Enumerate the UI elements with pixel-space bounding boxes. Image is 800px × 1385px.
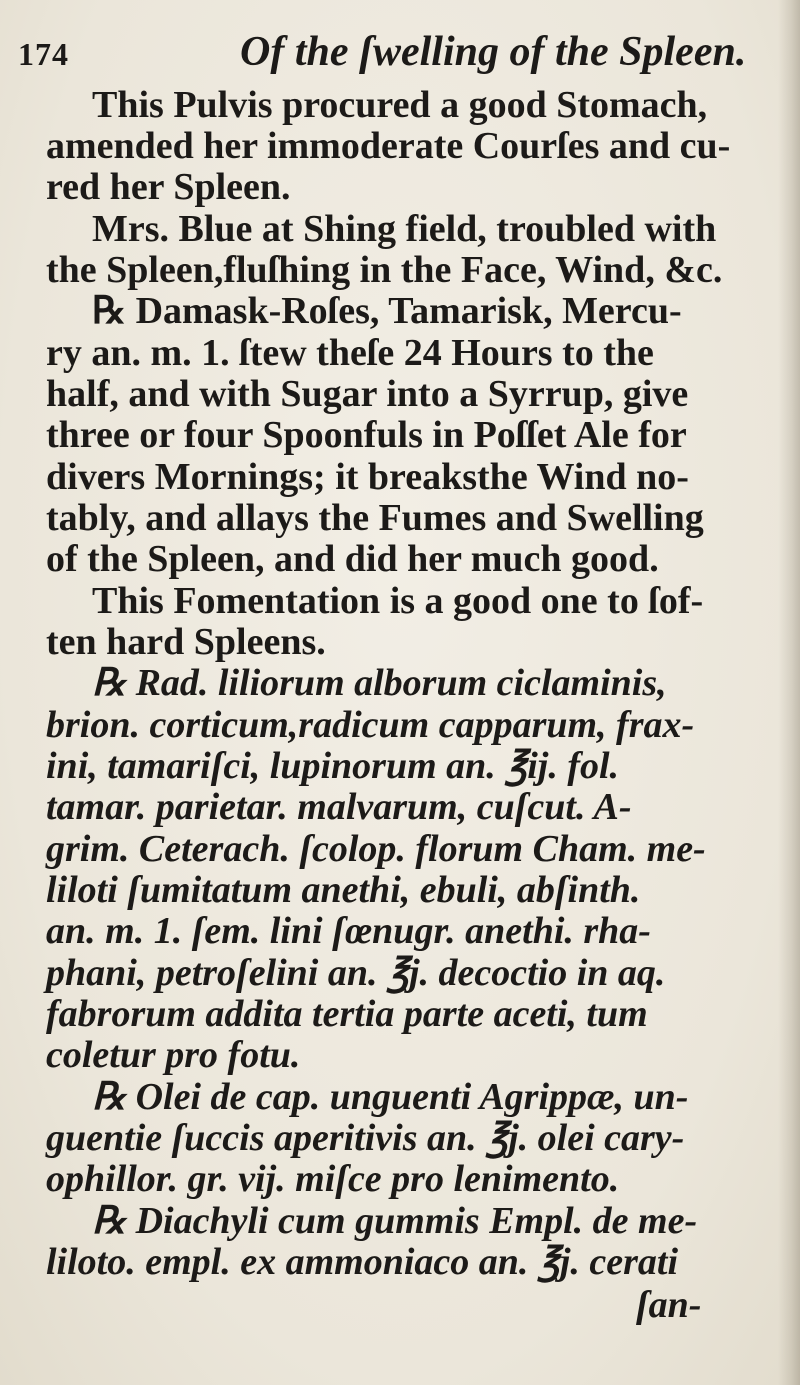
text-line: liloti ſumitatum anethi, ebuli, abſinth. [46, 869, 641, 911]
text-line: amended her immoderate Courſes and cu- [46, 125, 731, 167]
text-line: ℞ Diachyli cum gummis Empl. de me- [92, 1200, 698, 1242]
text-line: Mrs. Blue at Shing field, troubled with [92, 208, 717, 250]
text-line: liloto. empl. ex ammoniaco an. ℥j. cerati [46, 1241, 679, 1283]
page-header [0, 14, 800, 74]
text-line: the Spleen,fluſhing in the Face, Wind, &c. [46, 249, 723, 291]
text-line: ini, tamariſci, lupinorum an. ℥ij. fol. [46, 745, 620, 787]
text-line: ophillor. gr. vij. miſce pro lenimento. [46, 1158, 620, 1200]
running-head: Of the ſwelling of the Spleen. [240, 29, 747, 75]
text-line: ten hard Spleens. [46, 621, 326, 663]
text-line: divers Mornings; it breaksthe Wind no- [46, 456, 689, 498]
text-line: ℞ Olei de cap. unguenti Agrippæ, un- [92, 1076, 689, 1118]
page-gutter-shadow [778, 0, 800, 1385]
text-line: an. m. 1. ſem. lini ſœnugr. anethi. rha- [46, 910, 651, 952]
text-line: ℞ Rad. liliorum alborum ciclaminis, [92, 662, 667, 704]
text-line: This Fomentation is a good one to ſof- [92, 580, 704, 622]
text-line: grim. Ceterach. ſcolop. florum Cham. me- [46, 828, 706, 870]
text-line: ℞ Damask-Roſes, Tamarisk, Mercu- [92, 290, 682, 332]
catchword: ſan- [636, 1284, 702, 1326]
text-line: tamar. parietar. malvarum, cuſcut. A- [46, 786, 632, 828]
text-line: ry an. m. 1. ſtew theſe 24 Hours to the [46, 332, 654, 374]
text-line: brion. corticum,radicum capparum, frax- [46, 704, 695, 746]
text-line: phani, petroſelini an. ℥j. decoctio in aq. [46, 952, 666, 994]
text-line: three or four Spoonfuls in Poſſet Ale for [46, 414, 687, 456]
page-number: 174 [18, 36, 69, 72]
text-line: red her Spleen. [46, 166, 291, 208]
text-line: half, and with Sugar into a Syrrup, give [46, 373, 689, 415]
text-line: This Pulvis procured a good Stomach, [92, 84, 708, 126]
text-line: fabrorum addita tertia parte aceti, tum [46, 993, 648, 1035]
text-line: guentie ſuccis aperitivis an. ℥j. olei cary- [46, 1117, 685, 1159]
text-line: tably, and allays the Fumes and Swelling [46, 497, 704, 539]
text-line: of the Spleen, and did her much good. [46, 538, 659, 580]
text-line: coletur pro fotu. [46, 1034, 301, 1076]
